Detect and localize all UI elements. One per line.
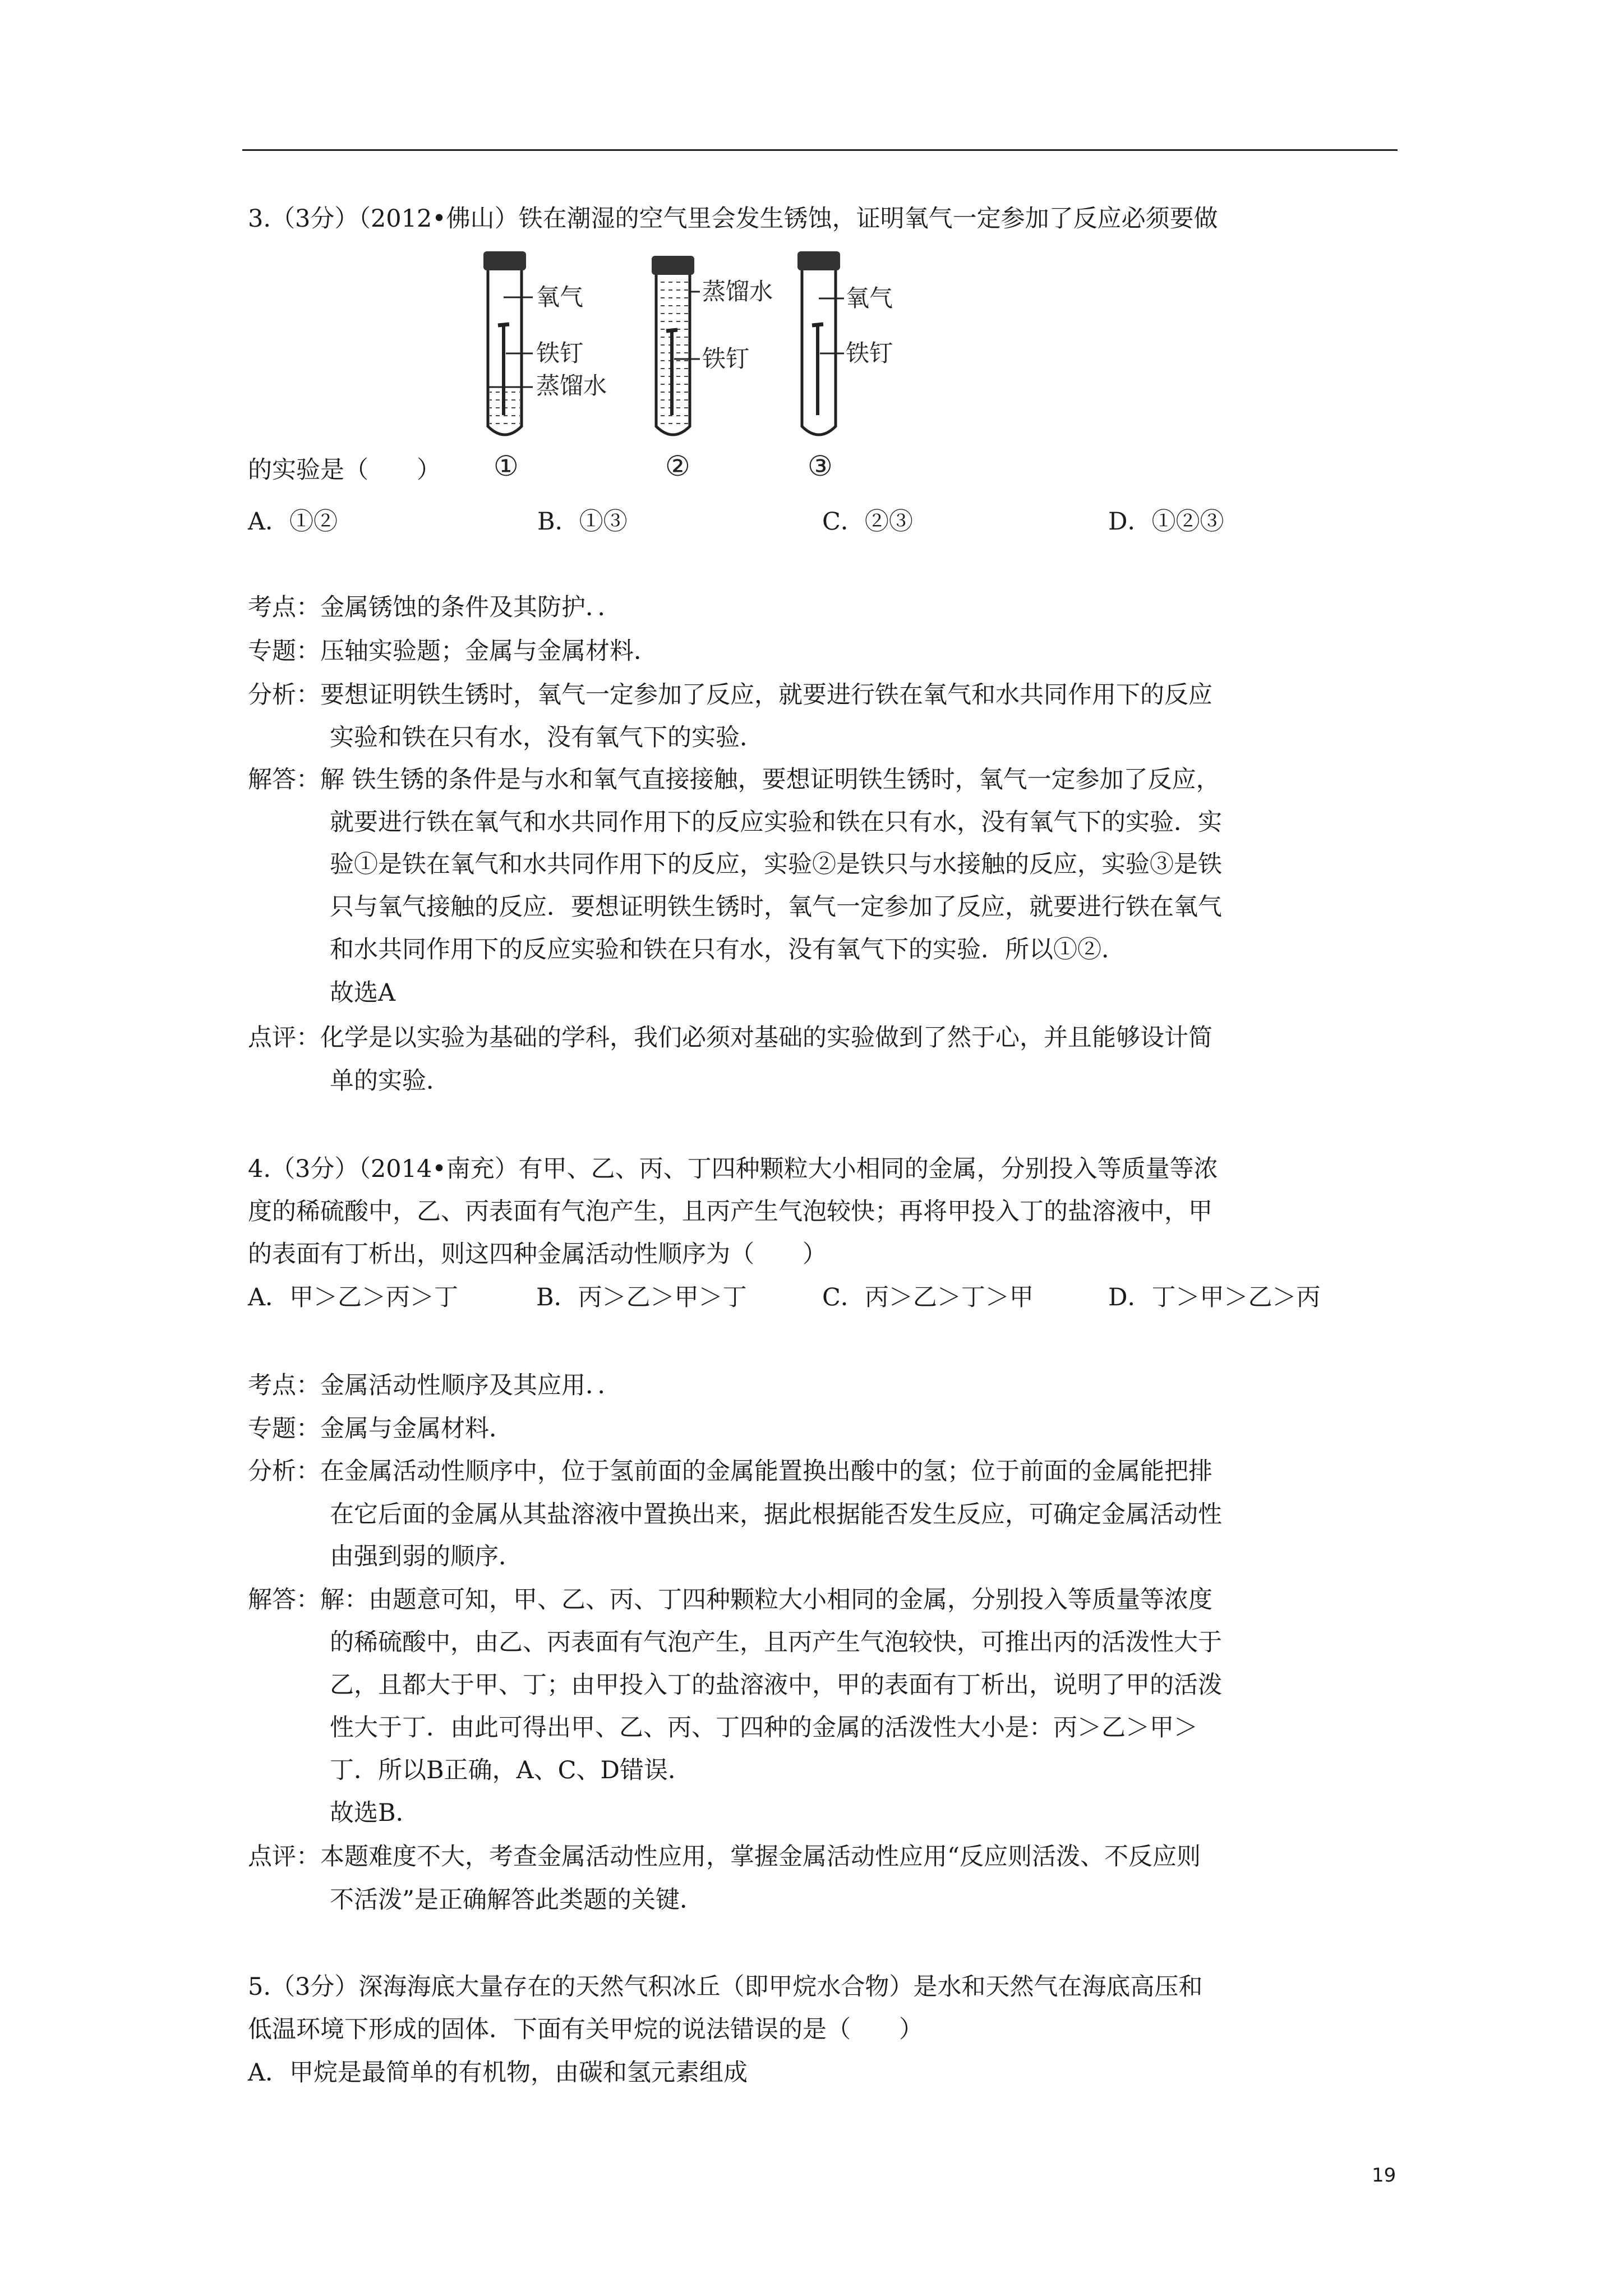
stopper-2 [652, 256, 694, 275]
q4-option-b: B．丙＞乙＞甲＞丁 [536, 1283, 747, 1312]
q4-jieda-line: 性大于丁．由此可得出甲、乙、丙、丁四种的金属的活泼性大小是：丙＞乙＞甲＞ [330, 1714, 1198, 1742]
q4-fenxi-line: 分析：在金属活动性顺序中，位于氢前面的金属能置换出酸中的氢；位于前面的金属能把排 [248, 1457, 1212, 1485]
q4-jieda-line: 解答：解：由题意可知，甲、乙、丙、丁四种颗粒大小相同的金属，分别投入等质量等浓度 [248, 1586, 1212, 1614]
header-rule [242, 149, 1398, 151]
q4-stem-line: 度的稀硫酸中，乙、丙表面有气泡产生，且丙产生气泡较快；再将甲投入丁的盐溶液中，甲 [248, 1198, 1212, 1226]
stopper-3 [797, 251, 840, 270]
q3-option-a: A．①② [248, 508, 338, 536]
q5-stem-line: 低温环境下形成的固体．下面有关甲烷的说法错误的是（ ） [248, 2016, 923, 2044]
page-number: 19 [1372, 2164, 1396, 2187]
q3-fenxi-line: 分析：要想证明铁生锈时，氧气一定参加了反应，就要进行铁在氧气和水共同作用下的反应 [248, 681, 1212, 709]
tube-2-nail-label: 铁钉 [702, 345, 750, 372]
q3-jieda-line: 验①是铁在氧气和水共同作用下的反应，实验②是铁只与水接触的反应，实验③是铁 [330, 850, 1222, 878]
q4-jieda-line: 乙，且都大于甲、丁；由甲投入丁的盐溶液中，甲的表面有丁析出，说明了甲的活泼 [330, 1671, 1222, 1699]
q3-zhuanti: 专题：压轴实验题；金属与金属材料． [248, 637, 658, 665]
tube-2-water-label: 蒸馏水 [702, 278, 773, 305]
q4-dianping-line: 不活泼”是正确解答此类题的关键． [330, 1886, 704, 1914]
tube-1-water-label: 蒸馏水 [536, 372, 607, 399]
q4-stem-line: 的表面有丁析出，则这四种金属活动性顺序为（ ） [248, 1240, 827, 1268]
q3-fenxi-line: 实验和铁在只有水，没有氧气下的实验． [330, 724, 764, 752]
q4-fenxi-line: 由强到弱的顺序． [330, 1543, 523, 1571]
q4-zhuanti: 专题：金属与金属材料． [248, 1415, 513, 1443]
q3-dianping-line: 单的实验． [330, 1067, 450, 1095]
q3-dianping-line: 点评：化学是以实验为基础的学科，我们必须对基础的实验做到了然于心，并且能够设计简 [248, 1024, 1212, 1052]
tube-3-number: ③ [808, 450, 833, 482]
q5-option-a: A．甲烷是最简单的有机物，由碳和氢元素组成 [248, 2059, 748, 2087]
q3-jieda-line: 解答：解 铁生锈的条件是与水和氧气直接接触，要想证明铁生锈时，氧气一定参加了反应， [248, 766, 1220, 794]
q3-option-b: B．①③ [537, 508, 628, 536]
q3-answer: 故选A [330, 979, 396, 1007]
q3-jieda-line: 和水共同作用下的反应实验和铁在只有水，没有氧气下的实验．所以①②． [330, 936, 1126, 964]
tube-3-nail-label: 铁钉 [846, 339, 893, 367]
q3-option-c: C．②③ [822, 508, 913, 536]
tube-1-number: ① [494, 450, 519, 482]
tube-1-oxygen-label: 氧气 [536, 283, 584, 311]
q3-jieda-line: 就要进行铁在氧气和水共同作用下的反应实验和铁在只有水，没有氧气下的实验．实 [330, 808, 1222, 836]
tube-1 [483, 251, 533, 435]
q4-fenxi-line: 在它后面的金属从其盐溶液中置换出来，据此根据能否发生反应，可确定金属活动性 [330, 1501, 1222, 1529]
q3-stem-line-1: 3.（3分）（2012•佛山）铁在潮湿的空气里会发生锈蚀，证明氧气一定参加了反应必须要做 [248, 205, 1218, 233]
q5-stem-line: 5.（3分）深海海底大量存在的天然气积冰丘（即甲烷水合物）是水和天然气在海底高压和 [248, 1973, 1203, 2001]
q3-option-d: D．①②③ [1108, 508, 1224, 536]
q3-kaodian: 考点：金属锈蚀的条件及其防护．． [248, 593, 622, 622]
q3-stem-line-2: 的实验是（ ） [248, 456, 441, 484]
tube-3 [797, 251, 844, 435]
q4-answer: 故选B． [330, 1799, 420, 1827]
q4-jieda-line: 丁．所以B正确，A、C、D错误． [330, 1756, 693, 1784]
tube-1-nail-label: 铁钉 [536, 339, 584, 367]
q4-option-d: D．丁＞甲＞乙＞丙 [1108, 1283, 1321, 1312]
q4-stem-line: 4.（3分）（2014•南充）有甲、乙、丙、丁四种颗粒大小相同的金属，分别投入等质量等浓 [248, 1155, 1218, 1183]
tube-2 [652, 256, 700, 435]
q4-option-c: C．丙＞乙＞丁＞甲 [822, 1283, 1034, 1312]
q3-jieda-line: 只与氧气接触的反应．要想证明铁生锈时，氧气一定参加了反应，就要进行铁在氧气 [330, 893, 1222, 921]
q4-kaodian: 考点：金属活动性顺序及其应用．． [248, 1372, 622, 1400]
q4-dianping-line: 点评：本题难度不大，考查金属活动性应用，掌握金属活动性应用“反应则活泼、不反应则 [248, 1843, 1201, 1871]
tube-2-number: ② [665, 450, 690, 482]
q4-jieda-line: 的稀硫酸中，由乙、丙表面有气泡产生，且丙产生气泡较快，可推出丙的活泼性大于 [330, 1628, 1222, 1657]
q4-option-a: A．甲＞乙＞丙＞丁 [248, 1283, 459, 1312]
stopper-1 [483, 251, 526, 270]
tube-3-oxygen-label: 氧气 [846, 284, 893, 312]
test-tube-figure [471, 247, 931, 494]
